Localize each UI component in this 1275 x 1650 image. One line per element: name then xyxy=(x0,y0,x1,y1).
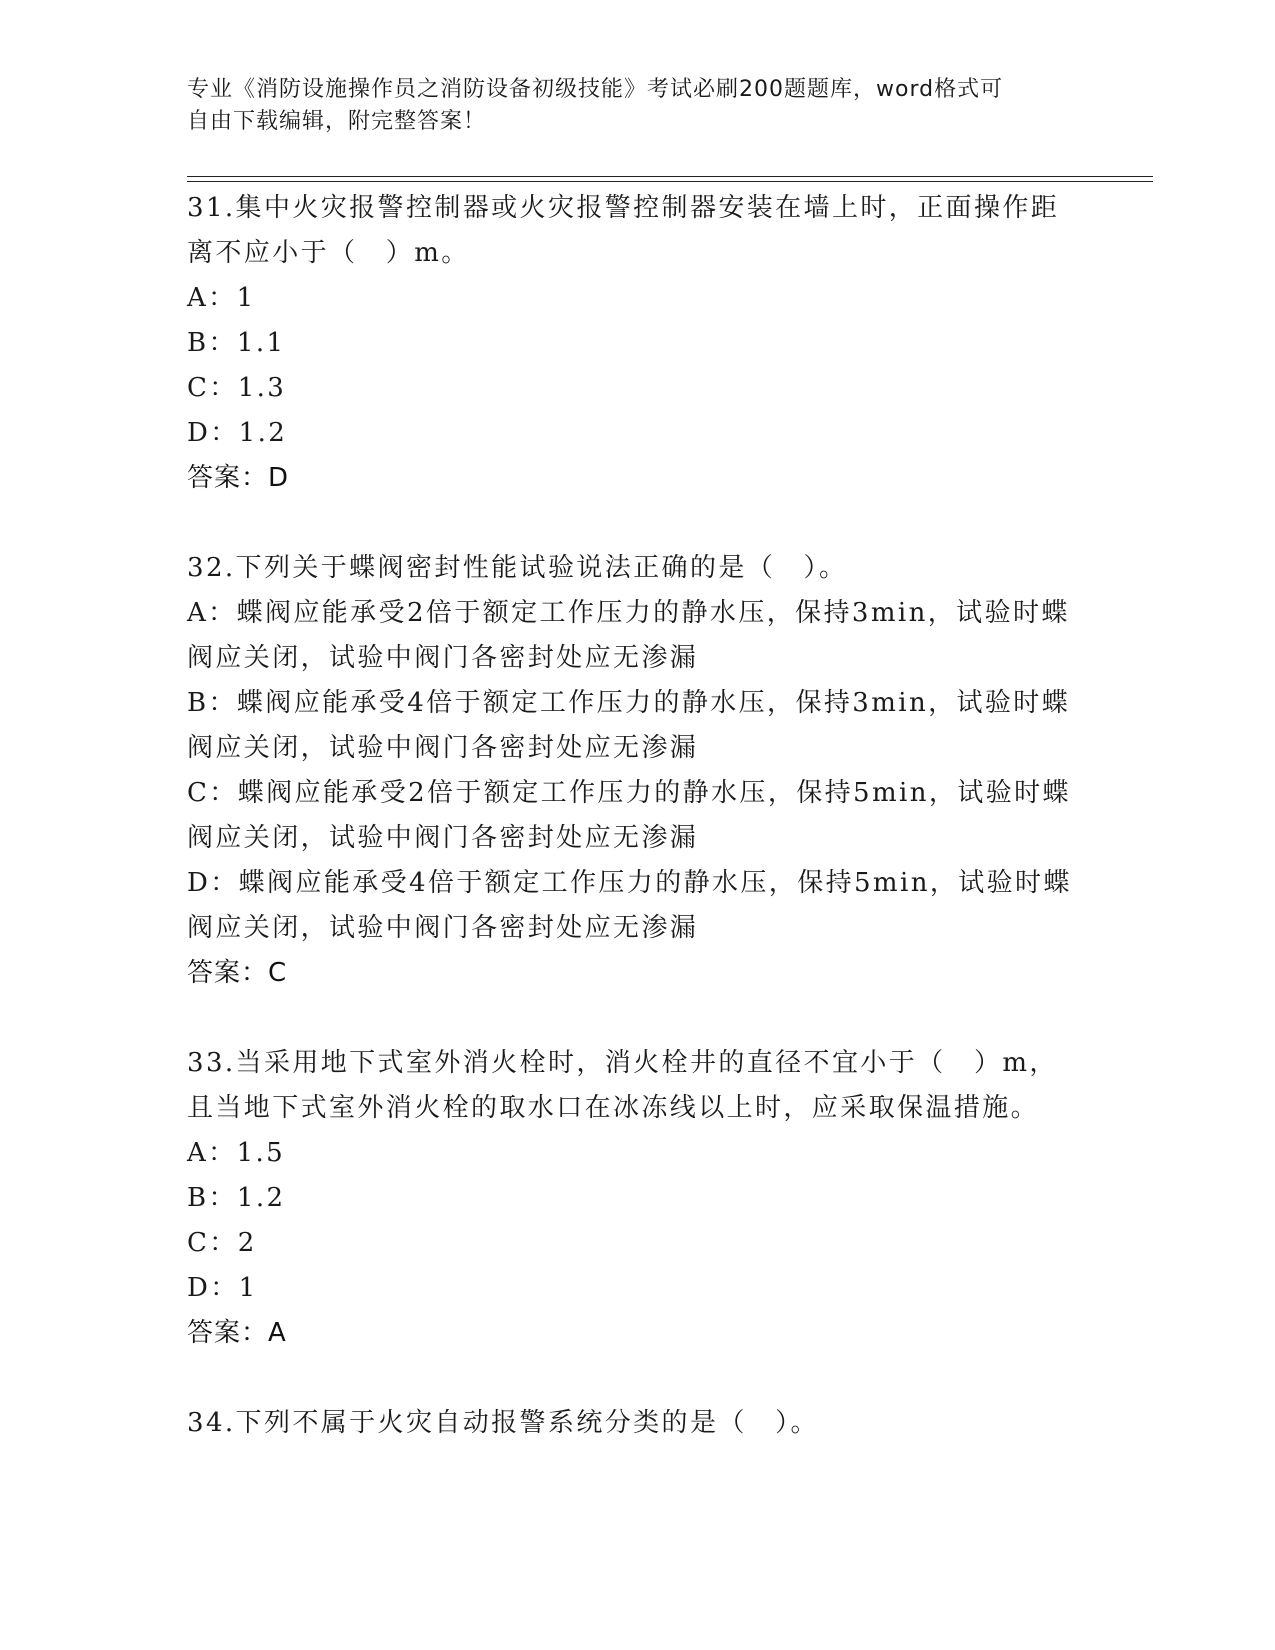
header-divider-bottom xyxy=(187,181,1153,182)
question-spacer xyxy=(187,996,1087,1041)
question-list xyxy=(187,186,1087,1446)
option-c-continued: 阀应关闭，试验中阀门各密封处应无渗漏 xyxy=(187,823,699,853)
option-b: B：1.2 xyxy=(187,1183,286,1213)
header-divider-top xyxy=(187,176,1153,177)
option-d: D：1 xyxy=(187,1273,258,1303)
option-c: C：蝶阀应能承受2倍于额定工作压力的静水压，保持5min，试验时蝶 xyxy=(187,778,1071,808)
option-a-continued: 阀应关闭，试验中阀门各密封处应无渗漏 xyxy=(187,643,699,673)
question-31 xyxy=(187,186,1087,501)
answer: 答案：A xyxy=(187,1318,287,1348)
option-a: A：1 xyxy=(187,283,256,313)
option-b: B：1.1 xyxy=(187,328,286,358)
question-stem: 33.当采用地下式室外消火栓时，消火栓井的直径不宜小于（ ）m， xyxy=(187,1048,1058,1078)
question-stem: 31.集中火灾报警控制器或火灾报警控制器安装在墙上时，正面操作距 xyxy=(187,193,1060,223)
answer: 答案：D xyxy=(187,463,290,493)
question-stem: 32.下列关于蝶阀密封性能试验说法正确的是（ ）。 xyxy=(187,553,848,583)
option-d: D：蝶阀应能承受4倍于额定工作压力的静水压，保持5min，试验时蝶 xyxy=(187,868,1072,898)
question-32 xyxy=(187,546,1087,996)
option-b: B：蝶阀应能承受4倍于额定工作压力的静水压，保持3min，试验时蝶 xyxy=(187,688,1071,718)
option-c: C：1.3 xyxy=(187,373,287,403)
question-stem: 34.下列不属于火灾自动报警系统分类的是（ ）。 xyxy=(187,1408,819,1438)
question-stem: 离不应小于（ ）m。 xyxy=(187,238,470,268)
document-header xyxy=(187,74,1067,138)
header-line-2: 自由下载编辑，附完整答案！ xyxy=(187,109,487,134)
option-c: C：2 xyxy=(187,1228,257,1258)
question-spacer xyxy=(187,501,1087,546)
option-d-continued: 阀应关闭，试验中阀门各密封处应无渗漏 xyxy=(187,913,699,943)
question-33 xyxy=(187,1041,1087,1356)
option-a: A：蝶阀应能承受2倍于额定工作压力的静水压，保持3min，试验时蝶 xyxy=(187,598,1070,628)
question-spacer xyxy=(187,1356,1087,1401)
answer: 答案：C xyxy=(187,958,288,988)
question-stem: 且当地下式室外消火栓的取水口在冰冻线以上时，应采取保温措施。 xyxy=(187,1093,1040,1123)
option-d: D：1.2 xyxy=(187,418,288,448)
question-34 xyxy=(187,1401,1087,1446)
option-a: A：1.5 xyxy=(187,1138,286,1168)
option-b-continued: 阀应关闭，试验中阀门各密封处应无渗漏 xyxy=(187,733,699,763)
header-line-1: 专业《消防设施操作员之消防设备初级技能》考试必刷200题题库，word格式可 xyxy=(187,77,1004,102)
